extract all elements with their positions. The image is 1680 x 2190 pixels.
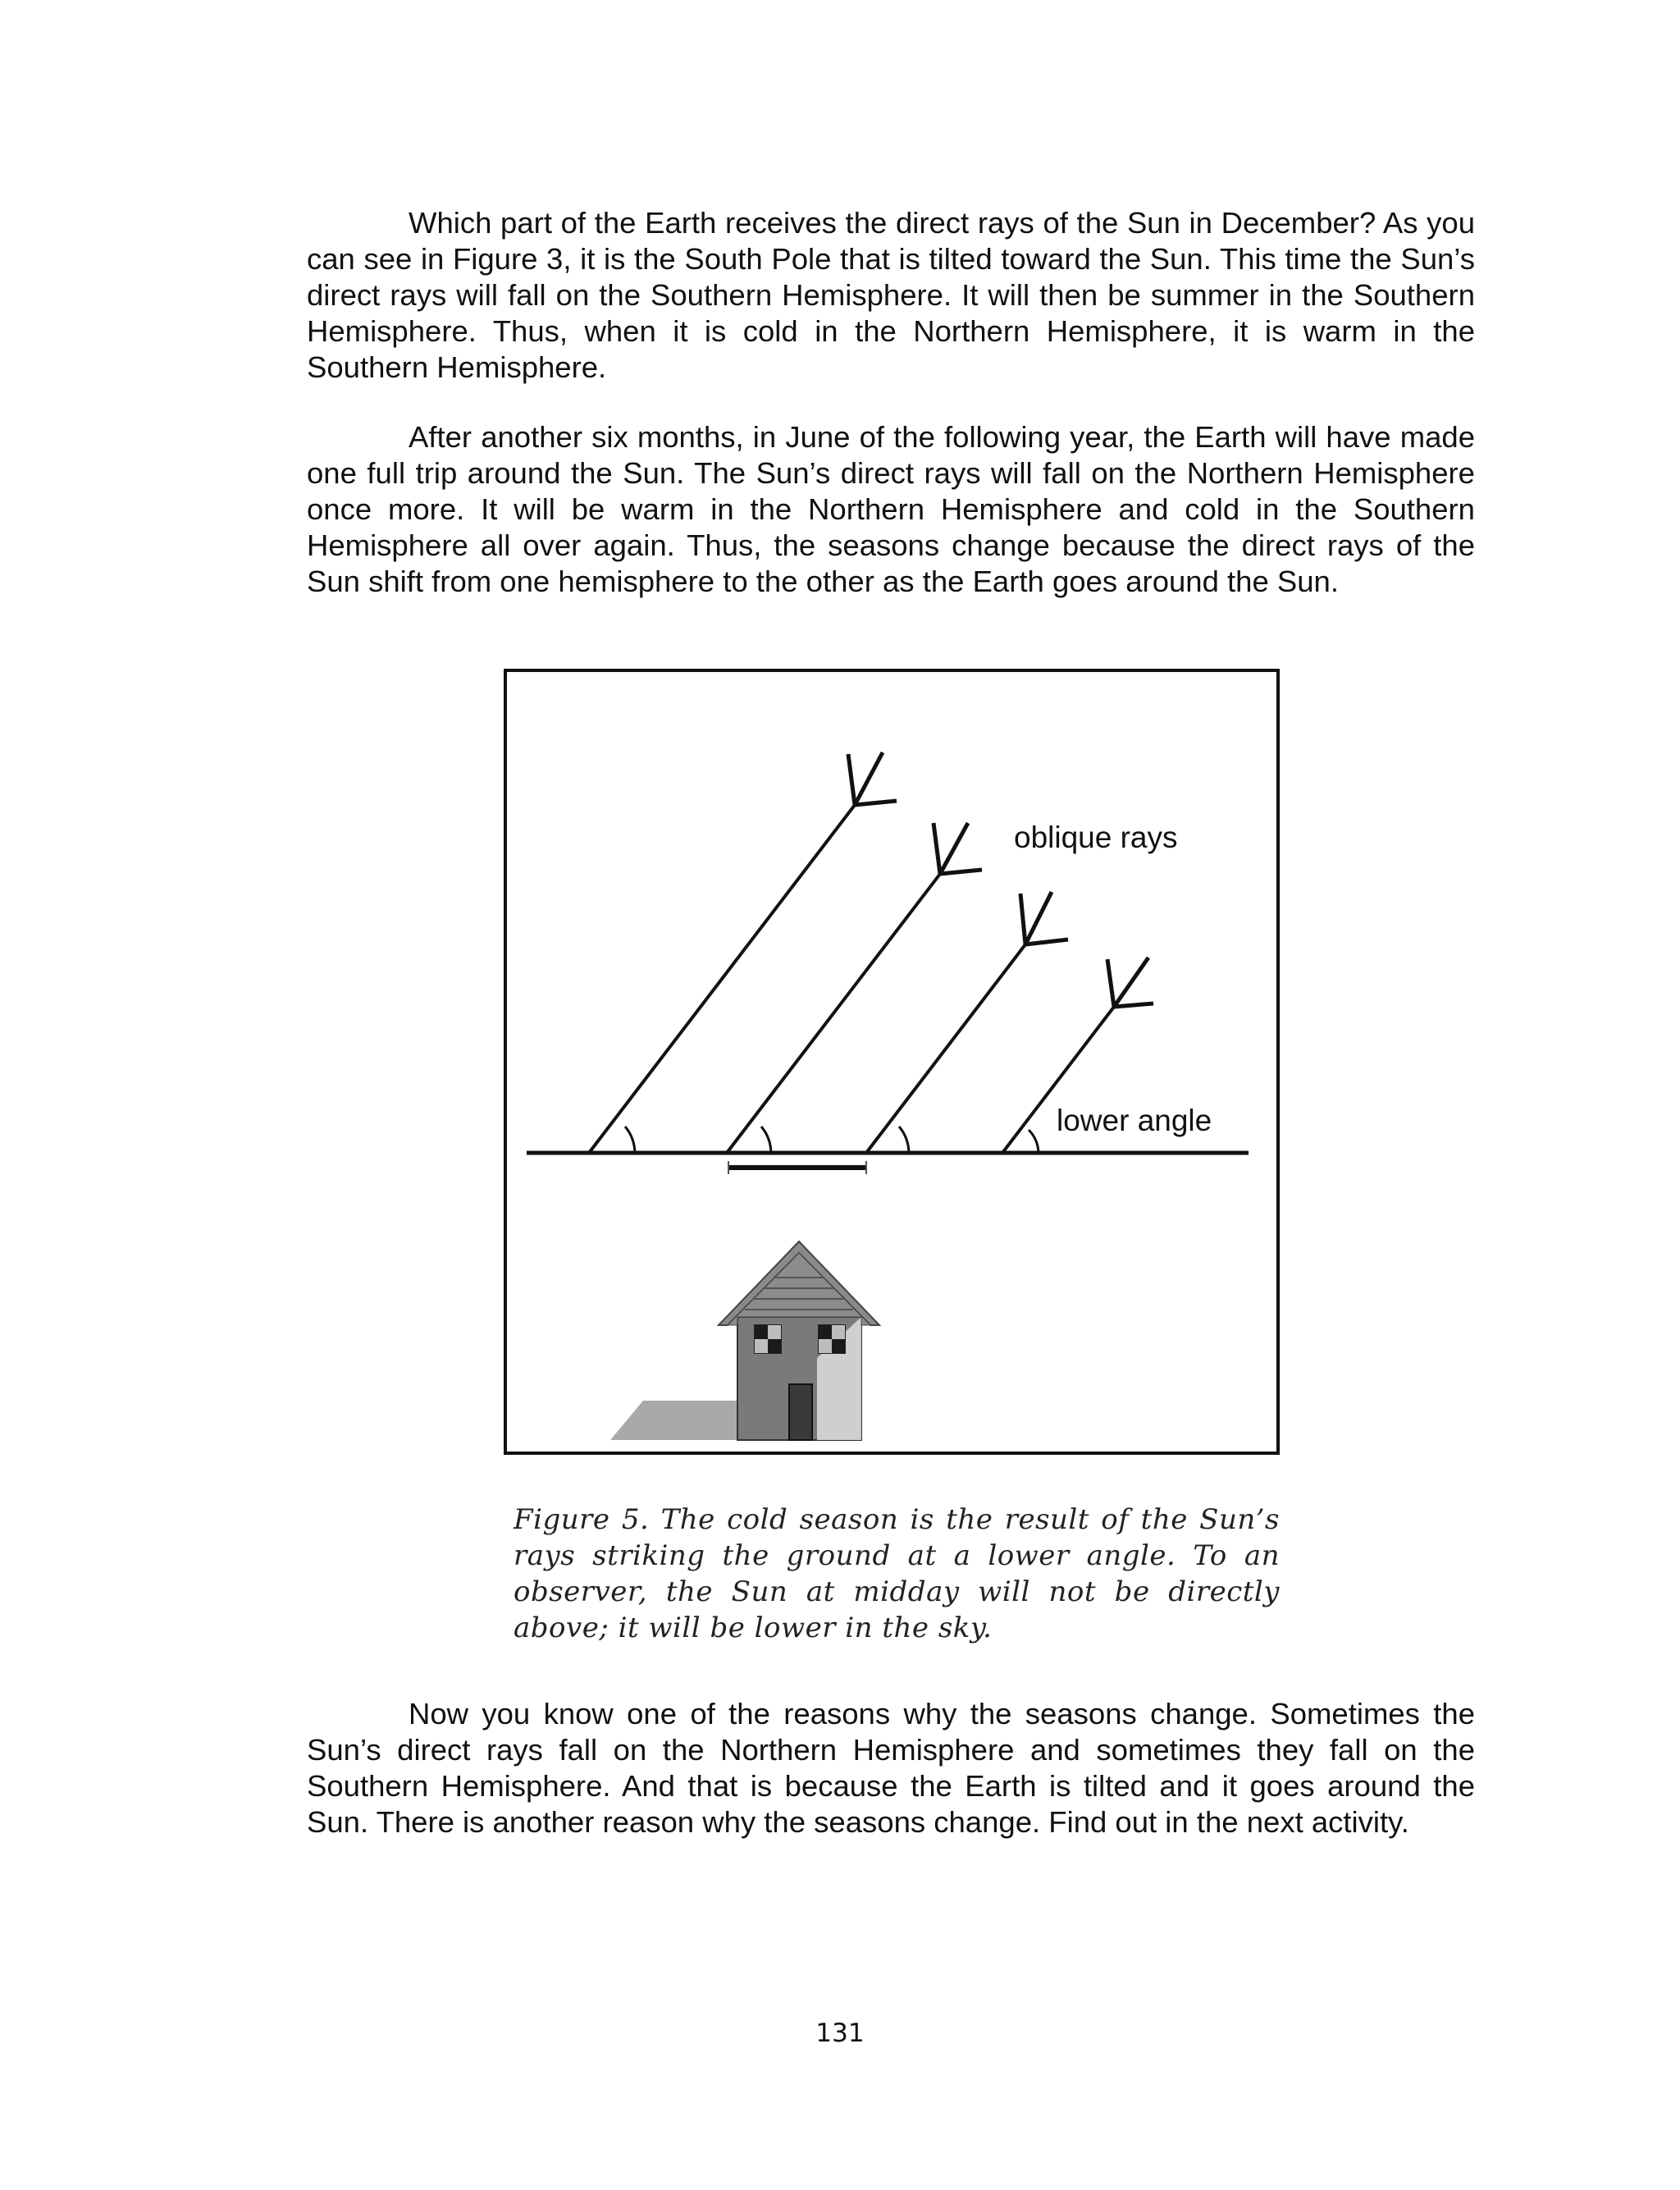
paragraph-conclusion: Now you know one of the reasons why the seasons change. Sometimes the Sun’s direct rays fall on the Northern Hemisphere and sometimes they fall on the Southern Hemisphere. And that is because the Earth is tilted and it goes around the Sun. There is another reason why the seasons change. Find out in the next activity. <box>307 1697 1475 1839</box>
house-window-left <box>755 1325 781 1353</box>
paragraph-december: Which part of the Earth receives the direct rays of the Sun in December? As you can see in Figure 3, it is the South Pole that is tilted toward the Sun. This time the Sun’s direct rays will fall on the Southern Hemisphere. It will then be summer in the Southern Hemisphere. Thus, when it is cold in the Northern Hemisphere, it is warm in the Southern Hemisphere. <box>307 206 1475 384</box>
figure-frame <box>505 670 1278 1453</box>
figure-caption: Figure 5. The cold season is the result of the Sun’s rays striking the ground at a lower angle. To an observer, the Sun at midday will not be directly above; it will be lower in the sky. <box>514 1503 1280 1644</box>
label-lower-angle: lower angle <box>1057 1104 1212 1137</box>
house-door <box>789 1384 812 1440</box>
house-window-right <box>819 1325 845 1353</box>
figure-5-diagram <box>504 669 1280 1455</box>
paragraph-june: After another six months, in June of the following year, the Earth will have made one full trip around the Sun. The Sun’s direct rays will fall on the Northern Hemisphere once more. It will be warm in the Northern Hemisphere and cold in the Southern Hemisphere all over again. Thus, the seasons change because the direct rays of the Sun shift from one hemisphere to the other as the Earth goes around the Sun. <box>307 420 1475 598</box>
page-number: 131 <box>815 2019 865 2048</box>
figure-5 <box>504 669 1280 1455</box>
label-oblique-rays: oblique rays <box>1014 821 1178 854</box>
